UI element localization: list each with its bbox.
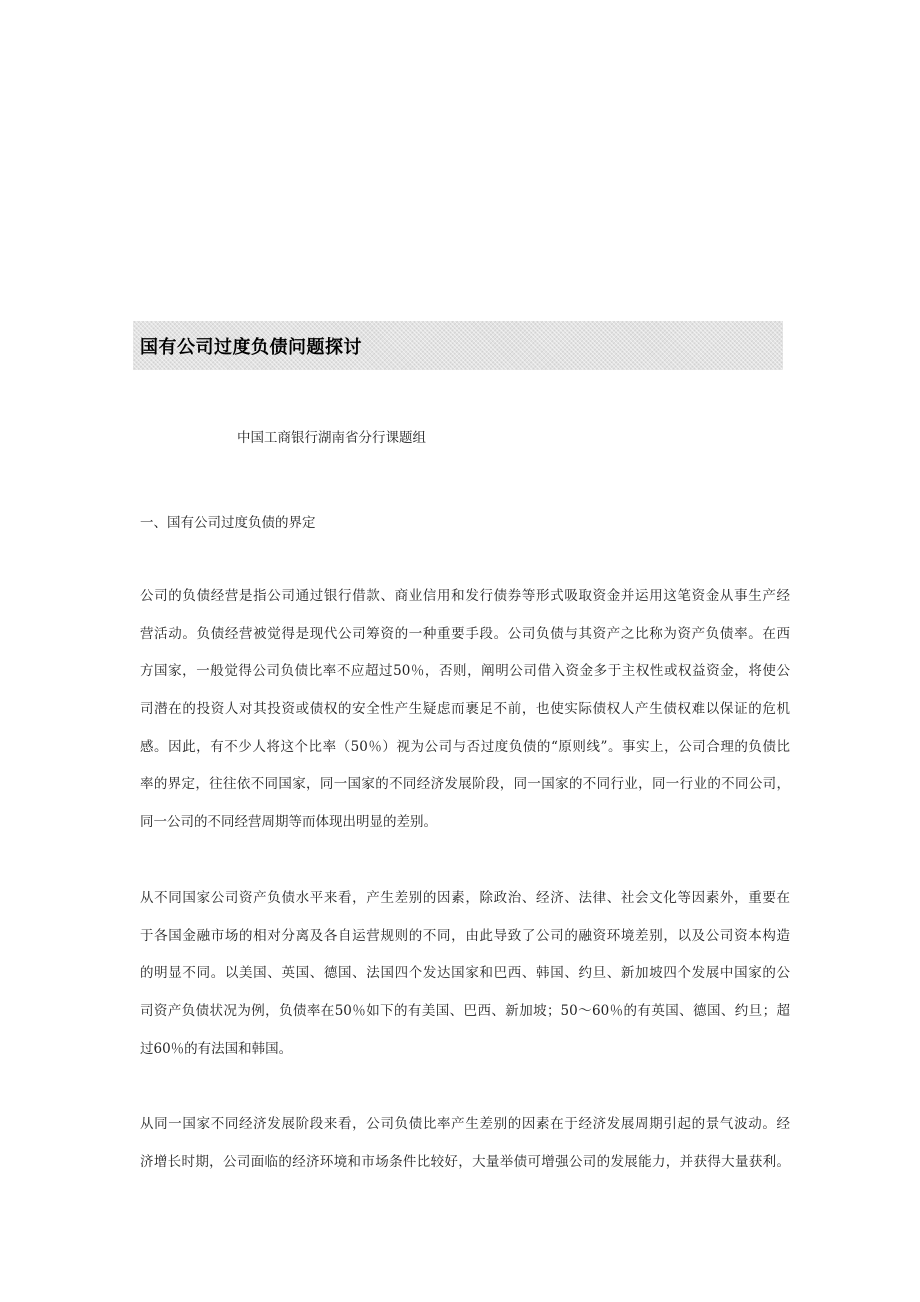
paragraph-line: 同一公司的不同经营周期等而体现出明显的差别。	[140, 814, 437, 831]
paragraph-line: 从同一国家不同经济发展阶段来看，公司负债比率产生差别的因素在于经济发展周期引起的景气波动。经	[140, 1116, 790, 1132]
paragraph-line: 于各国金融市场的相对分离及各自运营规则的不同，由此导致了公司的融资环境差别，以及公司资本构造	[140, 927, 790, 944]
paragraph-countries	[140, 886, 790, 1074]
paragraph-line: 方国家，一般觉得公司负债比率不应超过50％，否则，阐明公司借入资金多于主权性或权益资金，将使公	[140, 663, 790, 680]
document-title: 国有公司过度负债问题探讨	[140, 336, 362, 358]
paragraph-line: 感。因此，有不少人将这个比率（50％）视为公司与否过度负债的“原则线”。事实上，公司合理的负债比	[140, 738, 790, 755]
author-byline: 中国工商银行湖南省分行课题组	[237, 430, 426, 446]
paragraph-line: 济增长时期，公司面临的经济环境和市场条件比较好，大量举债可增强公司的发展能力，并获得大量获利。	[140, 1153, 790, 1170]
paragraph-line: 公司的负债经营是指公司通过银行借款、商业信用和发行债券等形式吸取资金并运用这笔资金从事生产经	[140, 588, 790, 604]
paragraph-development-stages	[140, 1112, 790, 1187]
section-heading: 一、国有公司过度负债的界定	[140, 515, 316, 531]
paragraph-line: 率的界定，往往依不同国家，同一国家的不同经济发展阶段，同一国家的不同行业，同一行业的不同公司，	[140, 776, 790, 793]
paragraph-line: 司资产负债状况为例，负债率在50％如下的有美国、巴西、新加坡；50～60％的有英国、德国、约旦；超	[140, 1003, 790, 1020]
paragraph-definition	[140, 584, 790, 848]
paragraph-line: 的明显不同。以美国、英国、德国、法国四个发达国家和巴西、韩国、约旦、新加坡四个发展中国家的公	[140, 965, 790, 982]
title-banner	[133, 321, 783, 370]
paragraph-line: 过60％的有法国和韩国。	[140, 1040, 293, 1057]
paragraph-line: 营活动。负债经营被觉得是现代公司筹资的一种重要手段。公司负债与其资产之比称为资产负债率。在西	[140, 625, 790, 642]
paragraph-line: 从不同国家公司资产负债水平来看，产生差别的因素，除政治、经济、法律、社会文化等因素外，重要在	[140, 890, 790, 906]
paragraph-line: 司潜在的投资人对其投资或债权的安全性产生疑虑而裹足不前，也使实际债权人产生债权难以保证的危机	[140, 701, 790, 718]
